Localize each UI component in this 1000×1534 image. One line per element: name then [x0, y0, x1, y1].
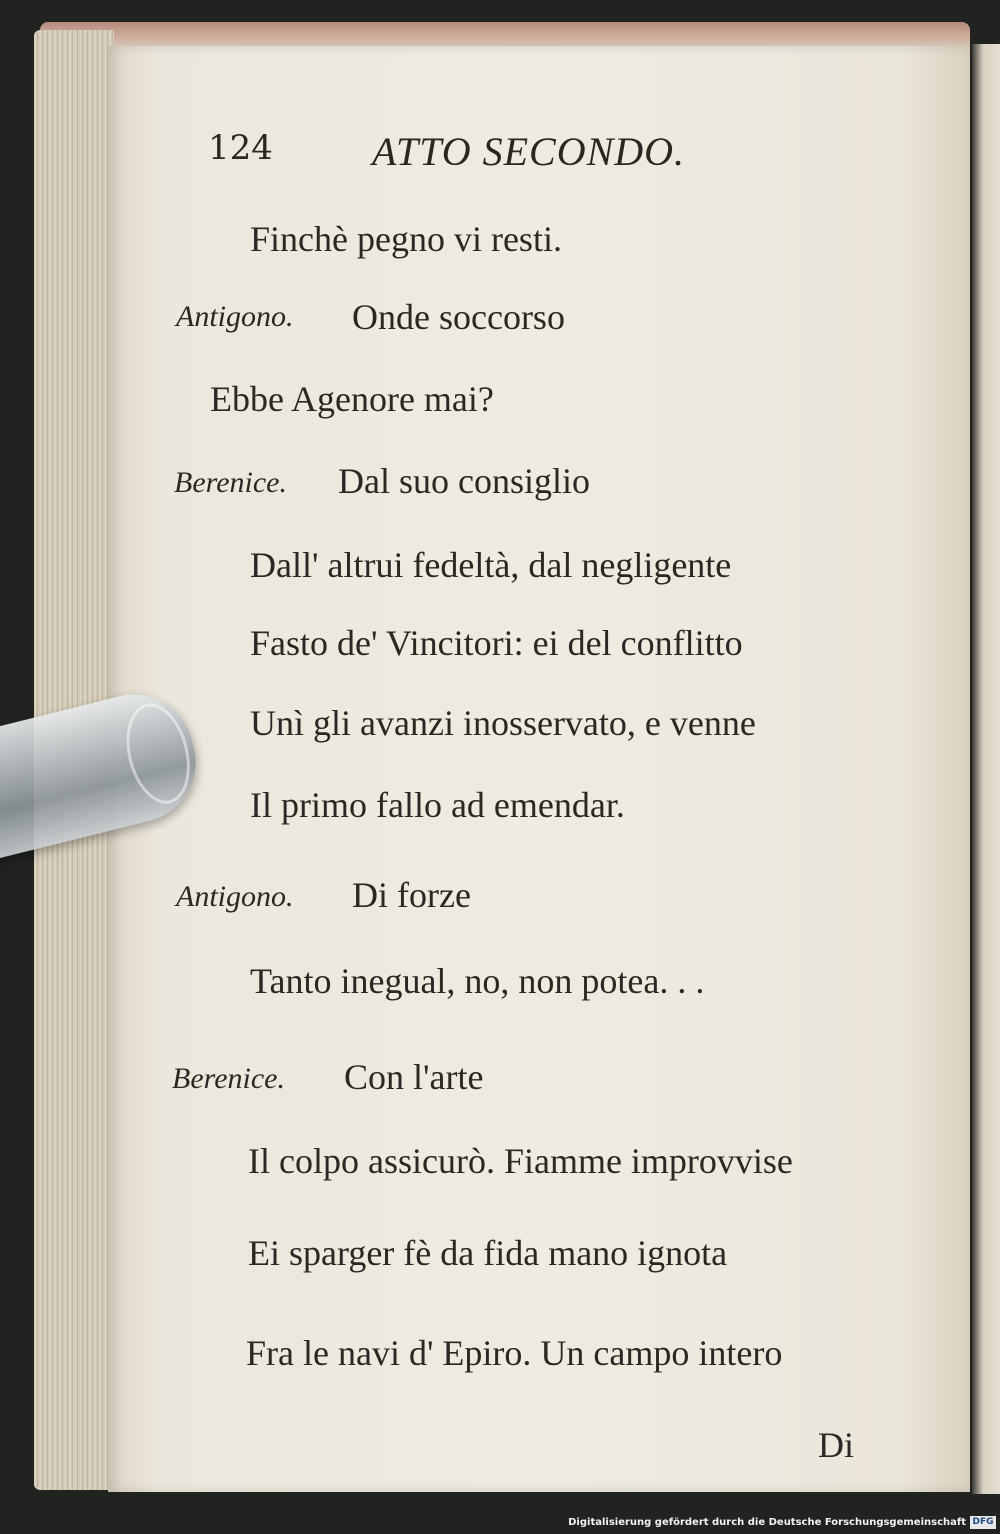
- verse-line: Fasto de' Vincitori: ei del conflitto: [250, 623, 743, 663]
- verse-line: Finchè pegno vi resti.: [250, 219, 562, 259]
- page-header: [208, 128, 728, 178]
- speaker-name: Antigono.: [176, 300, 294, 333]
- dfg-logo-icon: DFG: [970, 1516, 996, 1529]
- verse-line: Ebbe Agenore mai?: [210, 379, 494, 419]
- verse-line: Di forze: [352, 875, 471, 915]
- verse-line: Fra le navi d' Epiro. Un campo intero: [246, 1333, 783, 1373]
- verse-line: Unì gli avanzi inosservato, e venne: [250, 703, 756, 743]
- verse-line: Ei sparger fè da fida mano ignota: [248, 1233, 728, 1273]
- verse-line: Dall' altrui fedeltà, dal negligente: [250, 545, 732, 585]
- catchword: Di: [818, 1425, 854, 1465]
- verse-line: Il primo fallo ad emendar.: [250, 785, 625, 825]
- running-head: ATTO SECONDO.: [372, 129, 686, 174]
- verse-line: Il colpo assicurò. Fiamme improvvise: [248, 1141, 793, 1181]
- verse-line: Onde soccorso: [352, 297, 565, 337]
- speaker-name: Berenice.: [172, 1062, 285, 1095]
- digitization-credit: Digitalisierung gefördert durch die Deutsche Forschungsgemeinschaft: [568, 1517, 966, 1528]
- page-number: 124: [208, 128, 273, 168]
- verse-line: Dal suo consiglio: [338, 461, 590, 501]
- verse-line: Con l'arte: [344, 1057, 484, 1097]
- speaker-name: Berenice.: [174, 466, 287, 499]
- verse-line: Tanto inegual, no, non potea. . .: [250, 961, 705, 1001]
- book-page: [108, 46, 970, 1492]
- speaker-name: Antigono.: [176, 880, 294, 913]
- facing-page-edge: [972, 44, 1000, 1494]
- book-top-edge: [40, 22, 970, 48]
